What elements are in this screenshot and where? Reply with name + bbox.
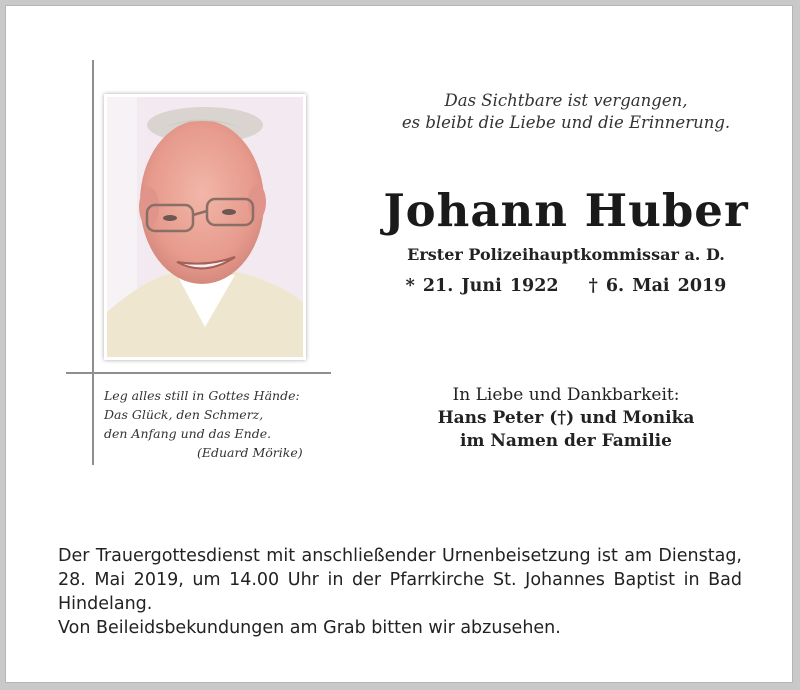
quote-line: Leg alles still in Gottes Hände: [104, 388, 300, 403]
birth-date: * 21. Juni 1922 [405, 276, 559, 296]
family-signoff [366, 384, 766, 453]
obituary-card [6, 6, 792, 682]
motto-line: es bleibt die Liebe und die Erinnerung. [401, 113, 731, 132]
life-dates [366, 276, 766, 296]
death-date: † 6. Mai 2019 [588, 276, 727, 296]
motto-line: Das Sichtbare ist vergangen, [444, 91, 688, 110]
quote-line: Das Glück, den Schmerz, [104, 407, 264, 422]
signoff-family: im Namen der Familie [460, 431, 672, 451]
portrait-photo [104, 94, 306, 360]
poem-quote [104, 386, 303, 462]
deceased-title: Erster Polizeihauptkommissar a. D. [407, 245, 725, 264]
signoff-line: In Liebe und Dankbarkeit: [452, 385, 680, 405]
signoff-names: Hans Peter (†) und Monika [437, 408, 695, 428]
motto [366, 90, 766, 134]
horizontal-divider [66, 372, 331, 374]
quote-attribution: (Eduard Mörike) [197, 445, 303, 460]
deceased-name: Johann Huber [383, 184, 749, 237]
portrait-photo-icon [107, 97, 303, 357]
notice-paragraph: Von Beileidsbekundungen am Grab bitten wir abzusehen. [58, 618, 561, 638]
vertical-divider [92, 60, 94, 465]
notice-paragraph: Der Trauergottesdienst mit anschließender Urnenbeisetzung ist am Dienstag, 28. Mai 2019, um 14.00 Uhr in der Pfarrkirche St. Johannes Baptist in Bad Hindelang. [58, 546, 742, 614]
service-notice [58, 544, 742, 640]
quote-line: den Anfang und das Ende. [104, 426, 272, 441]
